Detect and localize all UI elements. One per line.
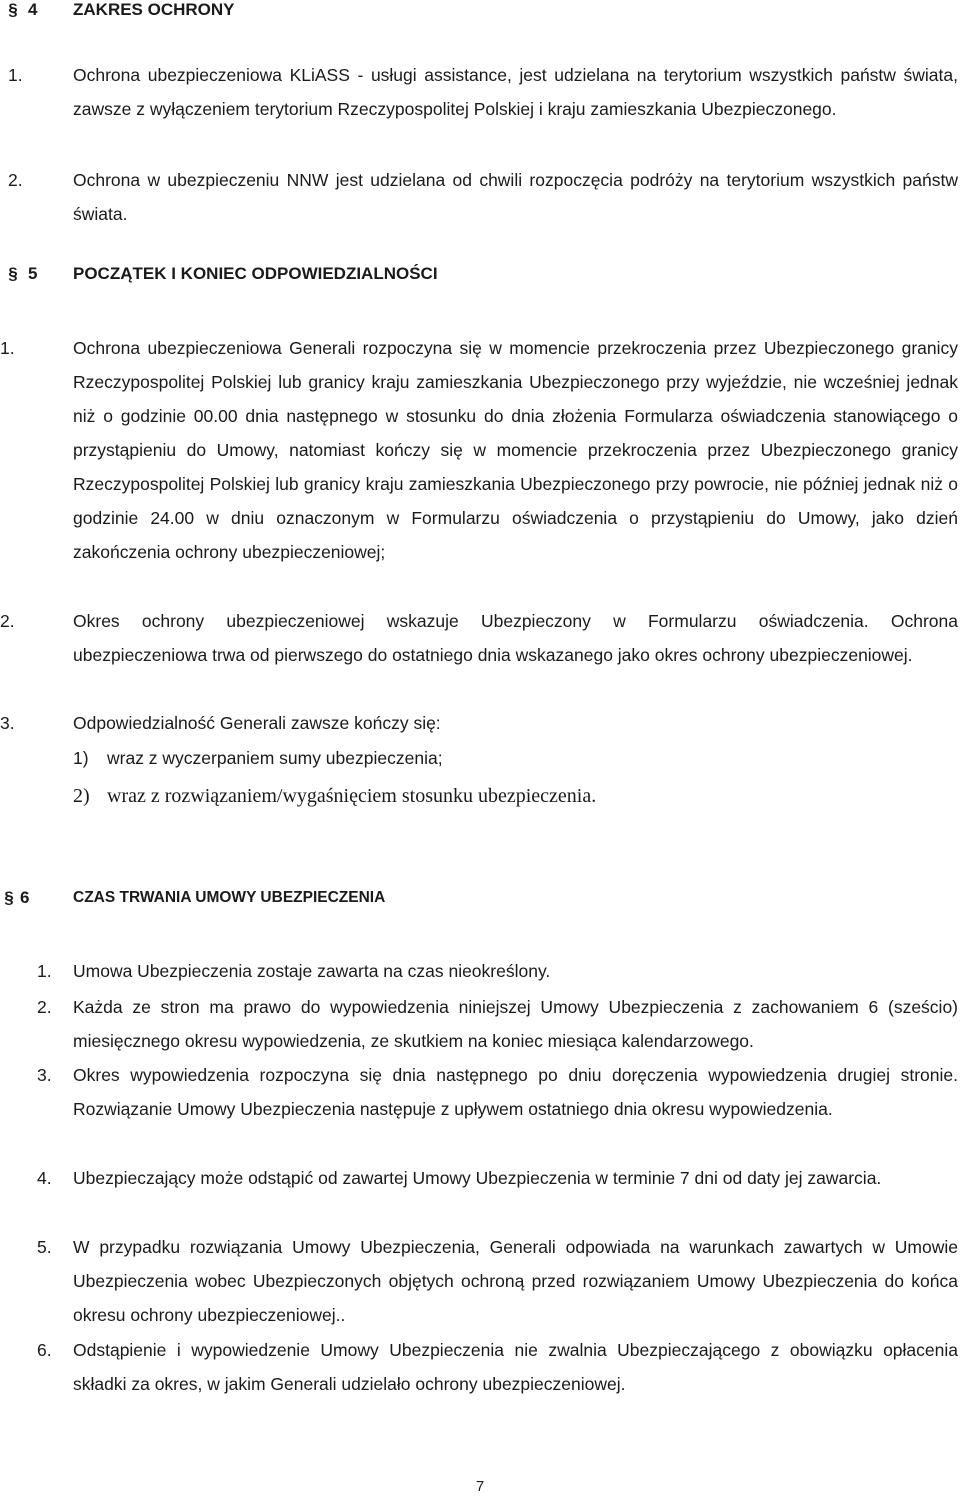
item-text: Umowa Ubezpieczenia zostaje zawarta na czas nieokreślony. [73,961,551,981]
sub-item-text: wraz z wyczerpaniem sumy ubezpieczenia; [107,748,443,768]
item-number: 1. [37,961,52,981]
item-number: 4. [37,1168,52,1188]
item-text: Ubezpieczający może odstąpić od zawartej Umowy Ubezpieczenia w terminie 7 dni od daty jej zawarcia. [73,1168,882,1188]
section-6-heading [0,888,386,908]
item-text: Ochrona ubezpieczeniowa Generali rozpoczyna się w momencie przekroczenia przez Ubezpieczonego granicy Rzeczypospolitej Polskiej lub granicy kraju zamieszkania Ubezpieczonego przy wyjeździe, nie wcześniej jednak niż o godzinie 00.00 dnia następnego w stosunku do dnia złożenia Formularza oświadczenia stanowiącego o przystąpieniu do Umowy, natomiast kończy się w momencie przekroczenia przez Ubezpieczonego granicy Rzeczypospolitej Polskiej lub granicy kraju zamieszkania Ubezpieczonego przy powrocie, nie później jednak niż o godzinie 24.00 w dniu oznaczonym w Formularzu oświadczenia o przystąpieniu do Umowy, jako dzień zakończenia ochrony ubezpieczeniowej; [73,338,958,562]
item-number: 2. [37,997,52,1017]
section-5-heading [0,264,438,284]
item-number: 3. [0,713,15,733]
sub-item-number: 1) [73,748,89,768]
item-number: 2. [0,611,15,631]
section-title: POCZĄTEK I KONIEC ODPOWIEDZIALNOŚCI [73,264,438,283]
item-number: 5. [37,1237,52,1257]
item-text: Każda ze stron ma prawo do wypowiedzenia niniejszej Umowy Ubezpieczenia z zachowaniem 6 (sześcio) miesięcznego okresu wypowiedzenia, ze skutkiem na koniec miesiąca kalendarzowego. [73,997,958,1051]
section-sign: § [8,264,18,283]
sub-item-text: wraz z rozwiązaniem/wygaśnięciem stosunku ubezpieczenia. [107,785,597,807]
item-number: 6. [37,1340,52,1360]
section-title: CZAS TRWANIA UMOWY UBEZPIECZENIA [73,889,386,906]
item-text: Okres wypowiedzenia rozpoczyna się dnia następnego po dniu doręczenia wypowiedzenia drugiej stronie. Rozwiązanie Umowy Ubezpieczenia następuje z upływem ostatniego dnia okresu wypowiedzenia. [73,1065,958,1119]
section-sign: § [8,0,18,19]
section-number: 6 [20,888,30,907]
item-text: W przypadku rozwiązania Umowy Ubezpieczenia, Generali odpowiada na warunkach zawartych w Umowie Ubezpieczenia wobec Ubezpieczonych objętych ochroną przed rozwiązaniem Umowy Ubezpieczenia do końca okresu ochrony ubezpieczeniowej.. [73,1237,958,1325]
item-text: Ochrona w ubezpieczeniu NNW jest udzielana od chwili rozpoczęcia podróży na terytorium wszystkich państw świata. [73,170,958,224]
item-number: 1. [0,338,15,358]
item-number: 2. [8,170,23,190]
page-number: 7 [475,1478,485,1495]
item-text: Ochrona ubezpieczeniowa KLiASS - usługi assistance, jest udzielana na terytorium wszystkich państw świata, zawsze z wyłączeniem terytorium Rzeczypospolitej Polskiej i kraju zamieszkania Ubezpieczonego. [73,65,958,119]
item-number: 1. [8,65,23,85]
item-text: Odpowiedzialność Generali zawsze kończy się: [73,713,441,733]
item-number: 3. [37,1065,52,1085]
item-text: Odstąpienie i wypowiedzenie Umowy Ubezpieczenia nie zwalnia Ubezpieczającego z obowiązku opłacenia składki za okres, w jakim Generali udzielało ochrony ubezpieczeniowej. [73,1340,958,1394]
section-4-heading [0,0,235,20]
sub-item-number: 2) [73,785,90,807]
section-title: ZAKRES OCHRONY [73,0,235,19]
section-sign: § [4,888,14,907]
section-number: 5 [28,264,38,283]
section-number: 4 [28,0,38,19]
item-text: Okres ochrony ubezpieczeniowej wskazuje Ubezpieczony w Formularzu oświadczenia. Ochrona ubezpieczeniowa trwa od pierwszego do ostatniego dnia wskazanego jako okres ochrony ubezpieczeniowej. [73,611,958,665]
